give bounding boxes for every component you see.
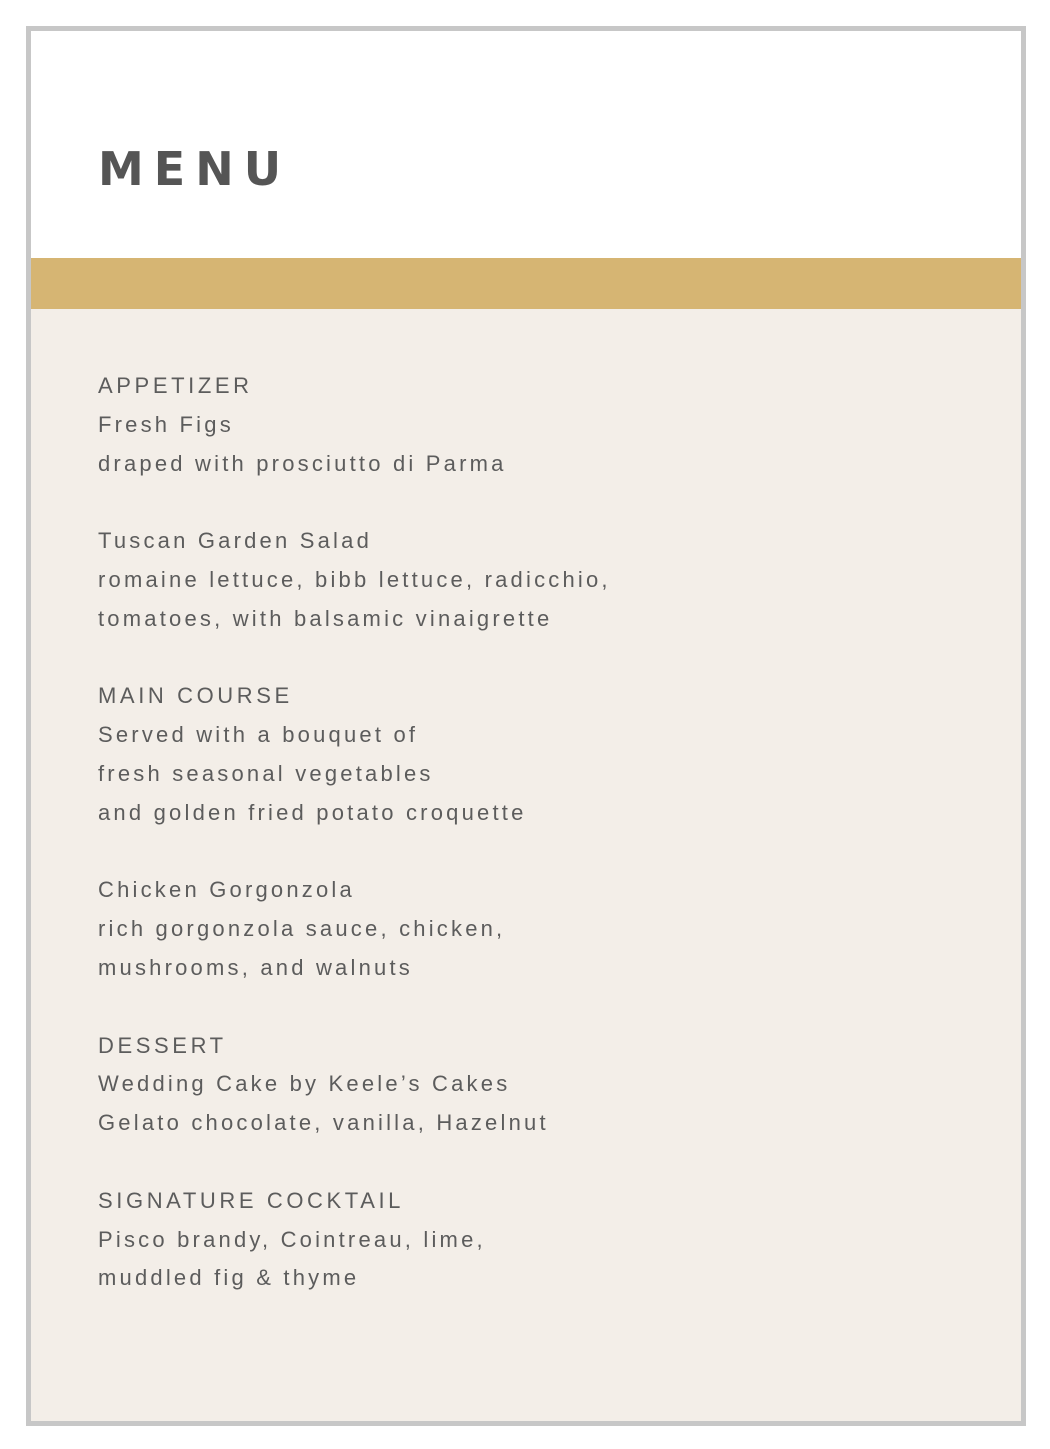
dish-name: Tuscan Garden Salad <box>98 528 373 554</box>
menu-section-appetizer <box>98 367 978 483</box>
dish-description: Pisco brandy, Cointreau, lime, <box>98 1226 486 1252</box>
dish-description: tomatoes, with balsamic vinaigrette <box>98 605 553 631</box>
section-heading: DESSERT <box>98 1032 227 1058</box>
dish-description: muddled fig & thyme <box>98 1265 360 1291</box>
dish-name: Wedding Cake by Keele’s Cakes <box>98 1071 511 1097</box>
menu-section-salad <box>98 522 978 638</box>
section-heading: SIGNATURE COCKTAIL <box>98 1187 405 1213</box>
menu-section-cocktail <box>98 1182 978 1298</box>
menu-section-dessert <box>98 1027 978 1143</box>
accent-band <box>31 258 1021 309</box>
dish-description: fresh seasonal vegetables <box>98 760 434 786</box>
menu-list <box>98 367 978 1337</box>
section-heading: MAIN COURSE <box>98 683 293 709</box>
dish-description: Served with a bouquet of <box>98 722 419 748</box>
dish-description: rich gorgonzola sauce, chicken, <box>98 916 506 942</box>
menu-section-chicken <box>98 871 978 987</box>
section-heading: APPETIZER <box>98 373 253 398</box>
dish-description: romaine lettuce, bibb lettuce, radicchio, <box>98 566 611 592</box>
menu-section-main-course <box>98 677 978 832</box>
dish-description: draped with prosciutto di Parma <box>98 450 507 476</box>
dish-name: Gelato chocolate, vanilla, Hazelnut <box>98 1110 549 1136</box>
menu-title: MENU <box>98 142 292 196</box>
menu-header <box>31 31 1021 258</box>
dish-description: mushrooms, and walnuts <box>98 954 413 980</box>
dish-description: and golden fried potato croquette <box>98 799 527 825</box>
menu-content <box>31 309 1021 1421</box>
menu-card <box>26 26 1026 1426</box>
dish-name: Fresh Figs <box>98 411 234 437</box>
dish-name: Chicken Gorgonzola <box>98 877 355 903</box>
